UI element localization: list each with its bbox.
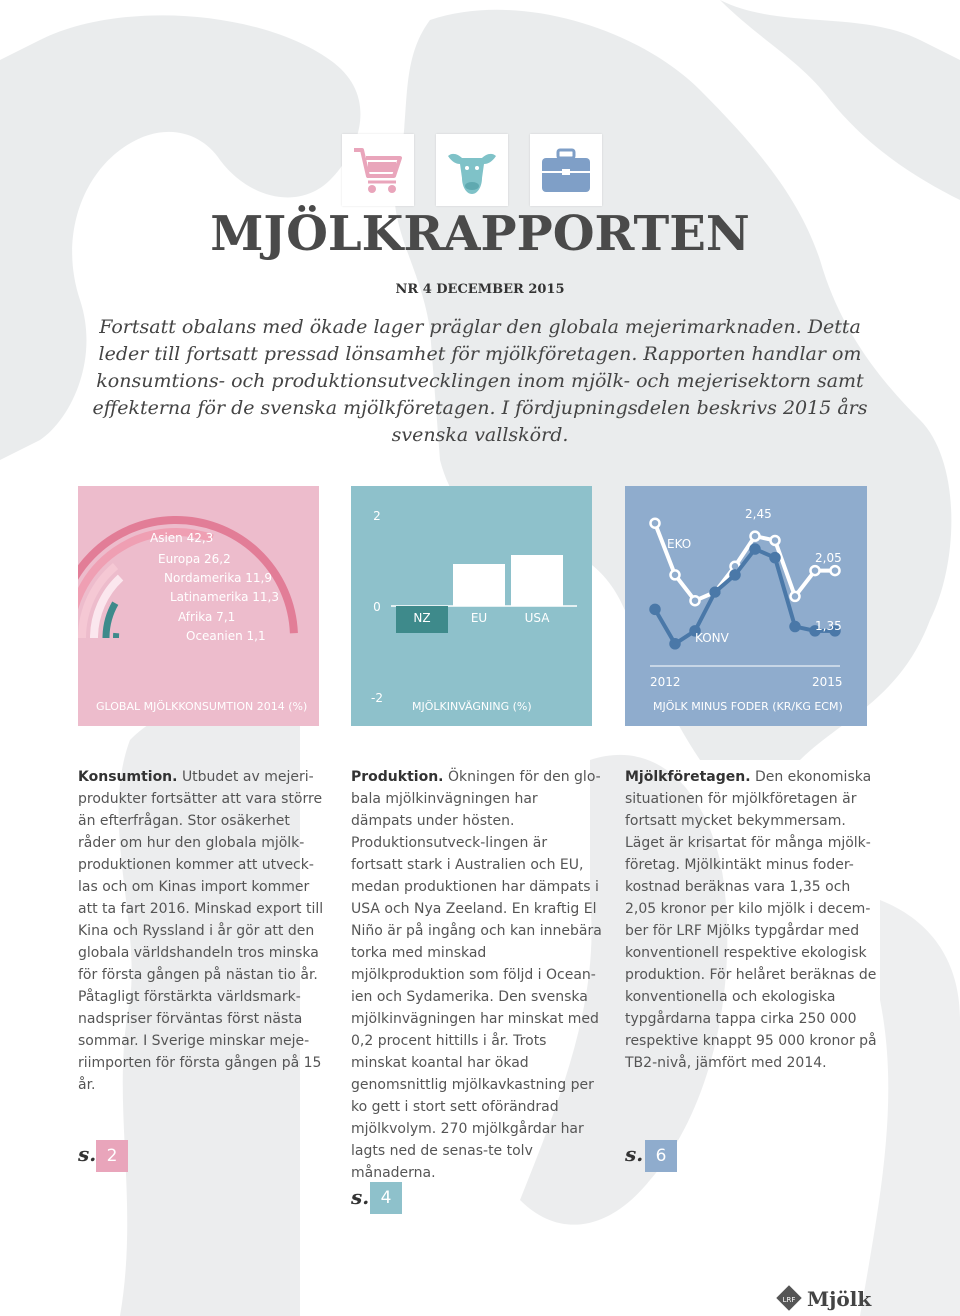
radial-label-nordamerika: Nordamerika 11,9: [164, 571, 272, 585]
bar-eu: [453, 564, 505, 606]
cow-icon-box: [436, 134, 508, 206]
line-point-konv: [651, 605, 660, 614]
bar-chart: [351, 486, 592, 726]
point-value-label: 2,05: [815, 551, 842, 565]
bar-label-eu: EU: [470, 611, 488, 625]
line-point-konv: [711, 588, 720, 597]
line-point-konv: [791, 622, 800, 631]
cow-head-icon: [444, 142, 500, 198]
line-series-konv: [655, 549, 835, 644]
radial-label-europa: Europa 26,2: [158, 552, 231, 566]
companies-chart-panel: [625, 486, 867, 726]
radial-bar-chart: [78, 486, 319, 726]
line-point-eko: [651, 519, 660, 528]
briefcase-icon: [538, 142, 594, 198]
column-heading: Mjölkföretagen.: [625, 769, 751, 785]
cart-icon-box: [342, 134, 414, 206]
y-tick-label: -2: [371, 691, 383, 705]
x-end-label: 2015: [812, 675, 843, 689]
line-point-eko: [771, 536, 780, 545]
line-point-konv: [751, 545, 760, 554]
companies-chart-title: MJÖLK MINUS FODER (KR/KG ECM): [653, 700, 843, 713]
column-text: Utbudet av mejeri-produkter fortsätter att vara större än efterfrågan. Stor osäkerhet råder om hur den globala mjölk-produktionen kommer att utveck-las och om Kinas import kommer att ta fart 2016. Minskad export till Kina och Ryssland i år gör att den globala världshandeln tros minska för första gången på nästan tio år. Påtagligt förstärkta världsmark-nadspriser förväntas först nästa sommar. I Sverige minskar meje-riimporten för första gången på 15 år.: [78, 769, 324, 1093]
series-name-label: KONV: [695, 631, 729, 645]
issue-label: NR 4 DECEMBER 2015: [395, 282, 565, 297]
column-heading: Konsumtion.: [78, 769, 178, 785]
consumption-chart-panel: [78, 486, 319, 726]
logo-text: Mjölk: [807, 1287, 872, 1311]
bar-usa: [511, 555, 563, 606]
line-point-konv: [771, 553, 780, 562]
production-chart-panel: [351, 486, 592, 726]
column-mjolkforetagen: [625, 766, 877, 1074]
y-tick-label: 2: [373, 509, 381, 523]
radial-label-asien: Asien 42,3: [150, 531, 214, 545]
radial-label-oceanien: Oceanien 1,1: [186, 629, 266, 643]
column-heading: Produktion.: [351, 769, 444, 785]
line-point-eko: [791, 592, 800, 601]
logo-mark-icon: [775, 1285, 805, 1313]
radial-label-afrika: Afrika 7,1: [178, 610, 236, 624]
x-start-label: 2012: [650, 675, 681, 689]
bar-label-usa: USA: [524, 611, 550, 625]
page-ref-prefix: s.: [351, 1185, 370, 1209]
page-ref-prefix: s.: [78, 1142, 97, 1166]
intro-text: Fortsatt obalans med ökade lager präglar den globala mejerimarknaden. Detta leder till fortsatt pressad lönsamhet för mjölkföretagen. Rapporten handlar om konsumtions- och produktionsutvecklingen inom mjölk- och mejerisektorn samt effekterna för de svenska mjölkföretagen. I fördjupningsdelen beskrivs 2015 års svenska vallskörd.: [92, 316, 868, 446]
page-ref-mjolkforetagen[interactable]: 6: [645, 1140, 677, 1172]
page-ref-produktion[interactable]: 4: [370, 1182, 402, 1214]
shopping-cart-icon: [350, 142, 406, 198]
y-tick-label: 0: [373, 600, 381, 614]
point-value-label: 1,35: [815, 619, 842, 633]
radial-bar-afrika: [106, 603, 115, 638]
production-chart-title: MJÖLKINVÄGNING (%): [412, 700, 532, 713]
radial-label-latinamerika: Latinamerika 11,3: [170, 590, 280, 604]
line-chart: [625, 486, 867, 726]
report-title: MJÖLKRAPPORTEN: [210, 206, 750, 262]
briefcase-icon-box: [530, 134, 602, 206]
line-point-eko: [751, 532, 760, 541]
lrf-mjolk-logo: [775, 1285, 875, 1313]
line-point-konv: [671, 639, 680, 648]
point-value-label: 2,45: [745, 507, 772, 521]
line-point-eko: [691, 596, 700, 605]
line-point-konv: [731, 570, 740, 579]
column-text: Den ekonomiska situationen för mjölkföretagen är fortsatt mycket bekymmersam. Läget är krisartat för många mjölk-företag. Mjölkintäkt minus foder-kostnad beräknas vara 1,35 och 2,05 kronor per kilo mjölk i decem-ber för LRF Mjölks typgårdar med konventionell respektive ekologisk produktion. För helåret beräknas de konventionella och ekologiska typgårdarna tappa cirka 250 000 respektive knappt 95 000 kronor på TB2-nivå, jämfört med 2014.: [625, 769, 877, 1071]
column-konsumtion: [78, 766, 330, 1096]
page-ref-konsumtion[interactable]: 2: [96, 1140, 128, 1172]
line-point-eko: [811, 566, 820, 575]
series-name-label: EKO: [667, 537, 692, 551]
line-point-eko: [831, 566, 840, 575]
bar-label-nz: NZ: [413, 611, 431, 625]
page-ref-prefix: s.: [625, 1142, 644, 1166]
column-text: Ökningen för den glo-bala mjölkinvägningen har dämpats under hösten. Produktionsutveck-lingen är fortsatt stark i Australien och EU, medan produktionen har dämpats i USA och Nya Zeeland. En kraftig El Niño är på ingång och kan innebära torka med minskad mjölkproduktion som följd i Ocean-ien och Sydamerika. Den svenska mjölkinvägningen har minskat med 0,2 procent hittills i år. Trots minskat koantal har ökad genomsnittlig mjölkavkastning per ko gett i stort sett oförändrad mjölkvolym. 270 mjölkgårdar har lagts ned de senas-te tolv månaderna.: [351, 769, 602, 1181]
consumption-chart-title: GLOBAL MJÖLKKONSUMTION 2014 (%): [96, 700, 308, 713]
line-point-eko: [671, 570, 680, 579]
column-produktion: [351, 766, 603, 1184]
logo-badge: LRF: [782, 1296, 796, 1304]
